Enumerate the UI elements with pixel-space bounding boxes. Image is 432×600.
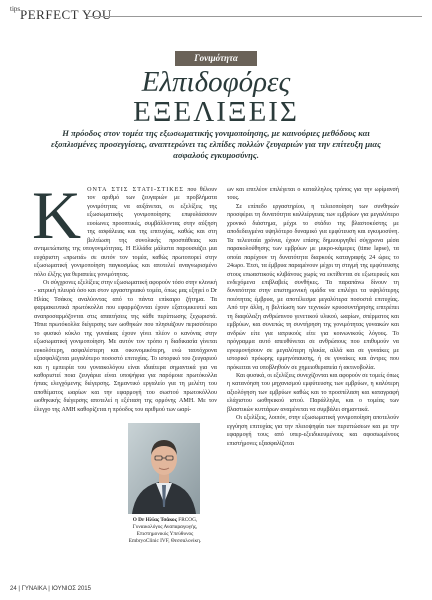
masthead-tips-label: tips [10,5,21,13]
headline-line1: Ελπιδοφόρες [141,66,291,98]
caption-details: FRCOG, Γυναικολόγος Αναπαραγωγής, Επιστημονικός Υπεύθυνος EmbryoClinic IVF, Θεσσαλονίκη. [128,517,202,544]
article-paragraph [32,177,217,279]
paragraph-text: που θέλουν τον αριθμό των ζευγαριών με προβλήματα γονιμότητας να αυξάνεται, οι εξελίξεις της εξωσωματικής γονιμοποίησης επιφυλάσσουν ευοίωνες προοπτικές, συμβάλλοντας στην αύξηση της ασφάλειας και της επιτυχίας, καθώς και στη βελτίωση της συνολικής προσπάθειας και αντιμετώπισης της υπογονιμότητας. Η Ελλάδα μάλιστα παρουσιάζει μια ευχάριστη «πρωτιά» σε αυτόν τον τομέα, καθώς πρωτοπορεί στην εξωσωματική γονιμοποίηση παγκοσμίως και αποτελεί αναγνωρισμένο πόλο έλξης για θεραπείες γονιμότητας. [34,187,217,278]
article-paragraph: Σε επίπεδο εργαστηρίου, η τελειοποίηση των συνθηκών προσφέρει τη δυνατότητα καλλιέργειας των εμβρύων για μεγαλύτερο χρονικό διάστημα, μέχρι το στάδιο της βλαστοκύστης με αποδεδειγμένα υψηλότερο δυναμικό για εμφύτευση και εγκυμοσύνη. Τα τελευταία χρόνια, έχουν επίσης δημιουργηθεί σύγχρονα μέσα παρακολούθησης των εμβρύων με μικρο-κάμερες (time lapse), τα οποία παρέχουν τη δυνατότητα διαρκούς καταγραφής 24 ώρες το 24ωρο. Έτσι, τα έμβρυα παραμένουν μέχρι τη στιγμή της εμφύτευσης στους επωαστικούς κλιβάνους χωρίς να εκτίθενται σε εξωτερικές και ενδεχόμενα επιβλαβείς συνθήκες. Τα παραπάνω δίνουν τη δυνατότητα στην επιστημονική ομάδα να επιλέγει τα υψηλότερης ποιότητας έμβρυα, με αποτέλεσμα μεγαλύτερα ποσοστά επιτυχίας. Από την άλλη, η βελτίωση των τεχνικών κρυοσυντήρησης επιτρέπει τη διαφύλαξη ανθρώπινου γενετικού υλικού, ωαρίων, σπέρματος και εμβρύων, και συνεπώς τη συντήρηση της γονιμότητας γυναικών και ανδρών είτε για ιατρικούς είτε για κοινωνικούς λόγους. Το πρόγραμμα αυτό απευθύνεται σε ανθρώπους που επιθυμούν να εγκυμονήσουν σε μεγαλύτερη ηλικία, αλλά και σε γυναίκες με ιστορικό πρόωρης εμμηνόπαυσης, ή σε γυναίκες και άντρες που πρόκειται να υποβληθούν σε χημειοθεραπεία ή ακτινοβολία. [227,203,399,371]
page-footer: 24 | ΓΥΝΑΙΚΑ | ΙΟΥΝΙΟΣ 2015 [10,586,91,592]
portrait-illustration [128,423,200,514]
article-column-2 [227,186,399,448]
section-tag: Γονιμότητα [175,51,257,66]
article-paragraph: Οι εξελίξεις, λοιπόν, στην εξωσωματική γονιμοποίηση αποτελούν εγγύηση επιτυχίας για την πλειοψηφία των περιπτώσεων και με την εφαρμογή τους από υπερ-εξειδικευμένους και αφοσιωμένους επιστήμονες εξασφαλίζεται [227,415,399,447]
masthead-section-title: PERFECT YOU [20,7,112,22]
article-column-1 [32,177,217,414]
masthead-rule [88,16,422,17]
photo-caption [128,517,202,545]
caption-name: Ο Dr Ηλίας Τσάκος [132,517,177,523]
article-paragraph: Οι σύγχρονες εξελίξεις στην εξωσωματική αφορούν τόσο στην κλινική - ιατρική πλευρά όσο και στον εργαστηριακό τομέα, όπως μας εξηγεί ο Dr Ηλίας Τσάκος αναλύοντας από το πάντα επίκαιρο ζήτημα. Τα φαρμακευτικά πρωτόκολλα που εφαρμόζονται έχουν εξατομικευτεί και αναπροσαρμόζονται στις απαιτήσεις της κάθε περίπτωσης ξεχωριστά. Ήπια πρωτόκολλα διέγερσης των ωοθηκών που πλησιάζουν περισσότερο το φυσικό κύκλο της γυναίκας έχουν γίνει πλέον ο κανόνας στην εξωσωματική γονιμοποίηση. Με αυτόν τον τρόπο η διαδικασία γίνεται ευκολότερη, ασφαλέστερη και οικονομικότερη, ενώ ταυτόχρονα εξασφαλίζεται μεγαλύτερο ποσοστό επιτυχίας. Το ιστορικό του ζευγαριού και η εμπειρία του γυναικολόγου είναι ιδιαίτερα σημαντικά για να καθοριστεί ποια ζευγάρια είναι υποψήφια για παρόμοια πρωτόκολλα ήπιας ελεγχόμενης διέγερσης. Σημαντικό εργαλείο για τη μελέτη του αποθέματος ωαρίων και την εφαρμογή του σωστού πρωτοκόλλου ωοθηκικής διέγερσης αποτελεί η εξέταση της ορμόνης AMH. Με τον έλεγχο της AMH καθορίζεται η πρόοδος του αριθμού των ωαρί- [34,279,217,413]
intro-paragraph: Η πρόοδος στον τομέα της εξωσωματικής γονιμοποίησης, με καινούριες μεθόδους και εξοπλισμένες προσεγγίσεις, αναπτερώνει τις ελπίδες πολλών ζευγαριών για την επίτευξη μιας ασφαλούς εγκυμοσύνης. [50,128,381,160]
headline-line2: ΕΞΕΛΙΞΕΙΣ [133,96,299,128]
article-paragraph: Και φυσικά, οι εξελίξεις συνεχίζονται και αφορούν σε τομείς όπως η κατανόηση του μηχανισμού εμφύτευσης των εμβρύων, η καλύτερη αξιολόγηση των εμβρύων καθώς και το προσπέλαση και καταγραφή ελάχιστου ωοθηκικού ιστού. Παράλληλα, και ο τομέας των βλαστικών κυττάρων αναμένεται να συμβάλει σημαντικά. [227,372,399,413]
article-paragraph: ων και επιτλέον επιλέγεται ο καταλληλος τρόπος για την ωρίμανσή τους. [227,187,399,202]
doctor-portrait-photo [128,423,200,514]
masthead [10,5,422,25]
drop-cap: Κ [32,177,82,253]
lead-in: ΟΝΤΑ ΣΤΙΣ ΣΤΑΤΙ-ΣΤΙΚΕΣ [87,187,184,193]
